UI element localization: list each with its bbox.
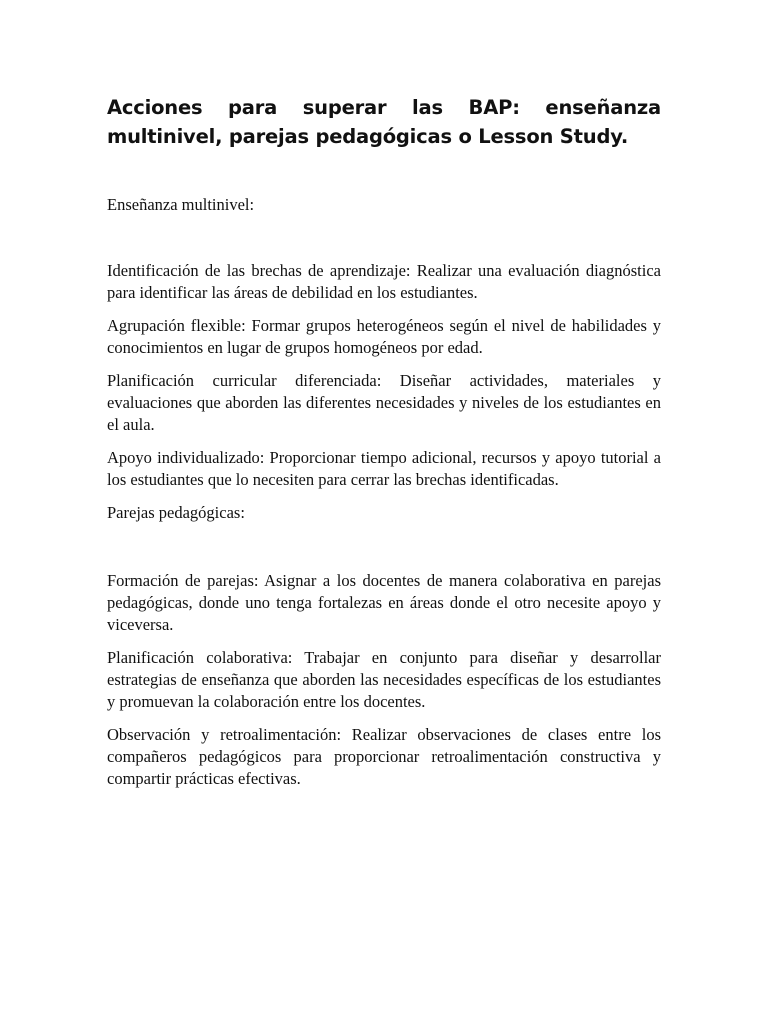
section-heading-parejas: Parejas pedagógicas: [107,503,245,522]
paragraph-planificacion-colaborativa: Planificación colaborativa: Trabajar en conjunto para diseñar y desarrollar estrategias de enseñanza que aborden las necesidades específicas de los estudiantes y promuevan la colaboración entre los docentes. [107,648,661,711]
paragraph-formacion-parejas: Formación de parejas: Asignar a los docentes de manera colaborativa en parejas pedagógicas, donde uno tenga fortalezas en áreas donde el otro necesite apoyo y viceversa. [107,571,661,634]
paragraph-observacion: Observación y retroalimentación: Realizar observaciones de clases entre los compañeros pedagógicos para proporcionar retroalimentación constructiva y compartir prácticas efectivas. [107,725,661,788]
paragraph-brechas: Identificación de las brechas de aprendizaje: Realizar una evaluación diagnóstica para identificar las áreas de debilidad en los estudiantes. [107,261,661,302]
paragraph-agrupacion: Agrupación flexible: Formar grupos heterogéneos según el nivel de habilidades y conocimientos en lugar de grupos homogéneos por edad. [107,316,661,357]
paragraph-apoyo-individualizado: Apoyo individualizado: Proporcionar tiempo adicional, recursos y apoyo tutorial a los estudiantes que lo necesiten para cerrar las brechas identificadas. [107,448,661,489]
section-heading-multinivel: Enseñanza multinivel: [107,195,255,214]
document-body [107,93,661,790]
document-title: Acciones para superar las BAP: enseñanza multinivel, parejas pedagógicas o Lesson Study. [107,96,661,148]
paragraph-planificacion-diferenciada: Planificación curricular diferenciada: Diseñar actividades, materiales y evaluaciones que aborden las diferentes necesidades y niveles de los estudiantes en el aula. [107,371,661,434]
